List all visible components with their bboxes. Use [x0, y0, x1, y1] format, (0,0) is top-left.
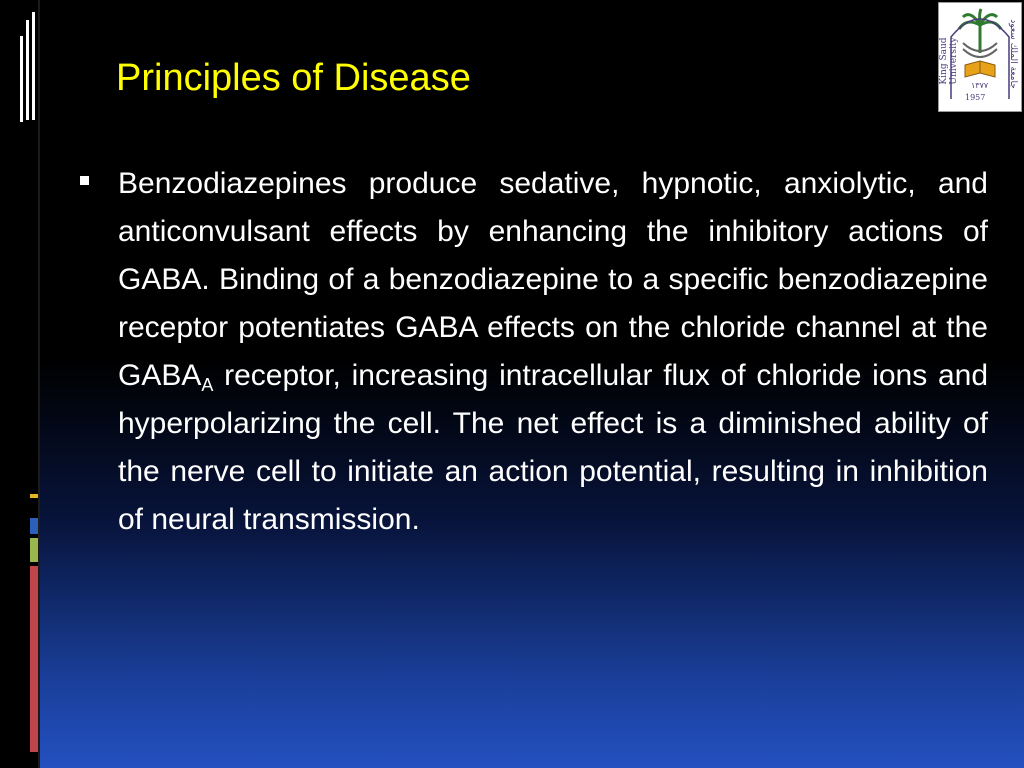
logo-right-text: جامعة الملك سعود — [1008, 19, 1018, 89]
body-paragraph — [118, 160, 988, 544]
accent-bar-blue — [30, 518, 38, 534]
accent-bar-yellow — [30, 494, 38, 498]
logo-left-text: King Saud University — [939, 37, 959, 85]
bullet-square-icon — [80, 176, 89, 185]
accent-bar-red — [30, 566, 38, 752]
university-logo — [938, 2, 1022, 112]
body-text-part1: Benzodiazepines produce sedative, hypnotic, anxiolytic, and anticonvulsant effects by enhancing the inhibitory actions of GABA. Binding of a benzodiazepine to a specific benzodiazepine receptor potentiates GABA effects on the chloride channel at the GABA — [118, 167, 988, 392]
body-text-part2: receptor, increasing intracellular flux of chloride ions and hyperpolarizing the cell. The net effect is a diminished ability of the nerve cell to initiate an action potential, resulting in inhibition of neural transmission. — [118, 359, 988, 536]
window-pane-decoration — [20, 6, 40, 116]
logo-year-arabic: ١٣٧٧ — [971, 81, 989, 90]
logo-year: 1957 — [965, 93, 986, 102]
slide-title: Principles of Disease — [116, 57, 471, 99]
body-subscript: A — [201, 375, 214, 395]
accent-bar-green — [30, 538, 38, 562]
